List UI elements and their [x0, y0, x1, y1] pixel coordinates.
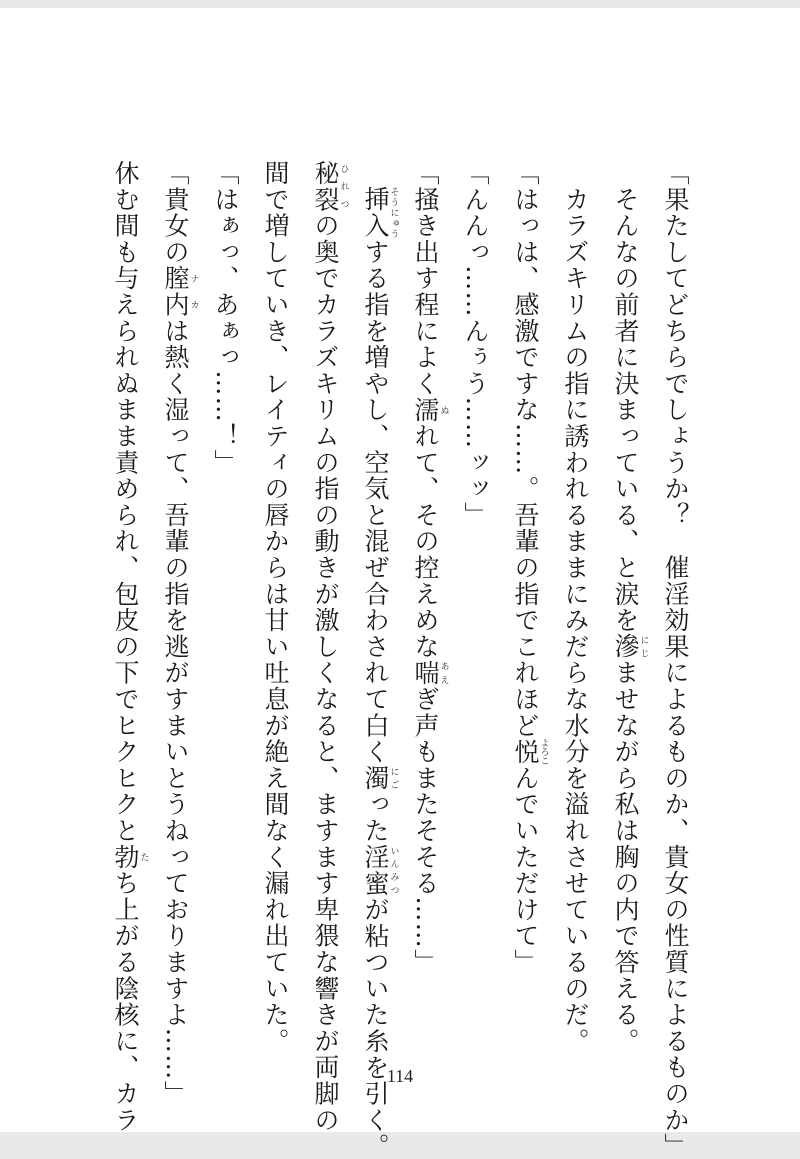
- furigana-word: 膣内ナカ: [161, 265, 199, 318]
- text-line: [600, 160, 650, 1055]
- text-line: [300, 160, 350, 1134]
- text-line: [500, 160, 550, 1020]
- furigana-reading: にじ: [638, 633, 649, 660]
- furigana-reading: よろこ: [538, 738, 549, 766]
- furigana-word: 挿入そうにゅう: [361, 186, 399, 239]
- text-line: [150, 160, 200, 1107]
- text-line: [650, 160, 700, 1159]
- text-line: [550, 160, 600, 1055]
- furigana-word: 勃た: [111, 843, 149, 871]
- furigana-reading: そうにゅう: [388, 186, 399, 239]
- furigana-reading: いんみつ: [388, 843, 399, 897]
- furigana-word: 濁にご: [361, 764, 399, 792]
- text-run: ち上がる陰核に、カラ: [111, 870, 140, 1134]
- furigana-reading: にご: [388, 764, 399, 792]
- furigana-reading: ナカ: [188, 265, 199, 318]
- furigana-word: 滲にじ: [611, 633, 649, 660]
- text-run: は熱く湿って、吾輩の指を逃がすまいとうねっておりますよ……」: [161, 317, 190, 1107]
- text-run: [361, 160, 390, 186]
- text-line: [400, 160, 450, 1020]
- furigana-word: 淫蜜いんみつ: [361, 843, 399, 897]
- book-page: [0, 8, 800, 1159]
- text-run: の奥でカラズキリムの指の動きが激しくなると、ますます卑猥な響きが両脚の: [311, 212, 340, 1134]
- text-run: そんなの前者に決まっている、と涙を: [611, 160, 640, 634]
- text-run: 休む間も与えられぬまま責められ、包皮の下でヒクヒクと: [111, 160, 140, 844]
- furigana-word: 濡ぬ: [411, 396, 449, 424]
- furigana-reading: あえ: [438, 659, 449, 687]
- text-run: ぎ声もまたそそる……」: [411, 686, 440, 976]
- text-run: 「はっは、感激ですな……。吾輩の指でこれほど: [511, 160, 540, 739]
- furigana-word: 秘裂ひれつ: [311, 160, 349, 213]
- text-run: ませながら私は胸の内で答える。: [611, 659, 640, 1055]
- text-line: [250, 160, 300, 1055]
- furigana-reading: ぬ: [438, 396, 449, 424]
- text-run: 「はぁっ、あぁっ……！」: [211, 160, 240, 476]
- text-run: 「掻き出す程によく: [411, 160, 440, 397]
- text-run: った: [361, 791, 390, 844]
- text-run: 「果たしてどちらでしょうか？ 催淫効果によるものか、貴女の性質によるものか」: [661, 160, 690, 1159]
- text-run: カラズキリムの指に誘われるままにみだらな水分を溢れさせているのだ。: [561, 160, 590, 1055]
- text-run: が粘ついた糸を引く。: [361, 896, 390, 1159]
- text-run: する指を増やし、空気と混ぜ合わされて白く: [361, 238, 390, 765]
- text-run: 間で増していき、レイティの唇からは甘い吐息が絶え間なく漏れ出ていた。: [261, 160, 290, 1055]
- furigana-reading: ひれつ: [338, 160, 349, 213]
- text-run: れて、その控えめな: [411, 423, 440, 660]
- text-line: [450, 160, 500, 1020]
- page-number: 114: [386, 1066, 414, 1086]
- text-line: [200, 160, 250, 1020]
- text-run: んでいただけて」: [511, 764, 540, 976]
- furigana-reading: た: [138, 843, 149, 871]
- text-run: 「んんっ……んぅう……ッッ」: [461, 160, 490, 529]
- text-run: 「貴女の: [161, 160, 190, 266]
- furigana-word: 喘あえ: [411, 659, 449, 687]
- text-line: [100, 160, 150, 1134]
- furigana-word: 悦よろこ: [511, 738, 549, 766]
